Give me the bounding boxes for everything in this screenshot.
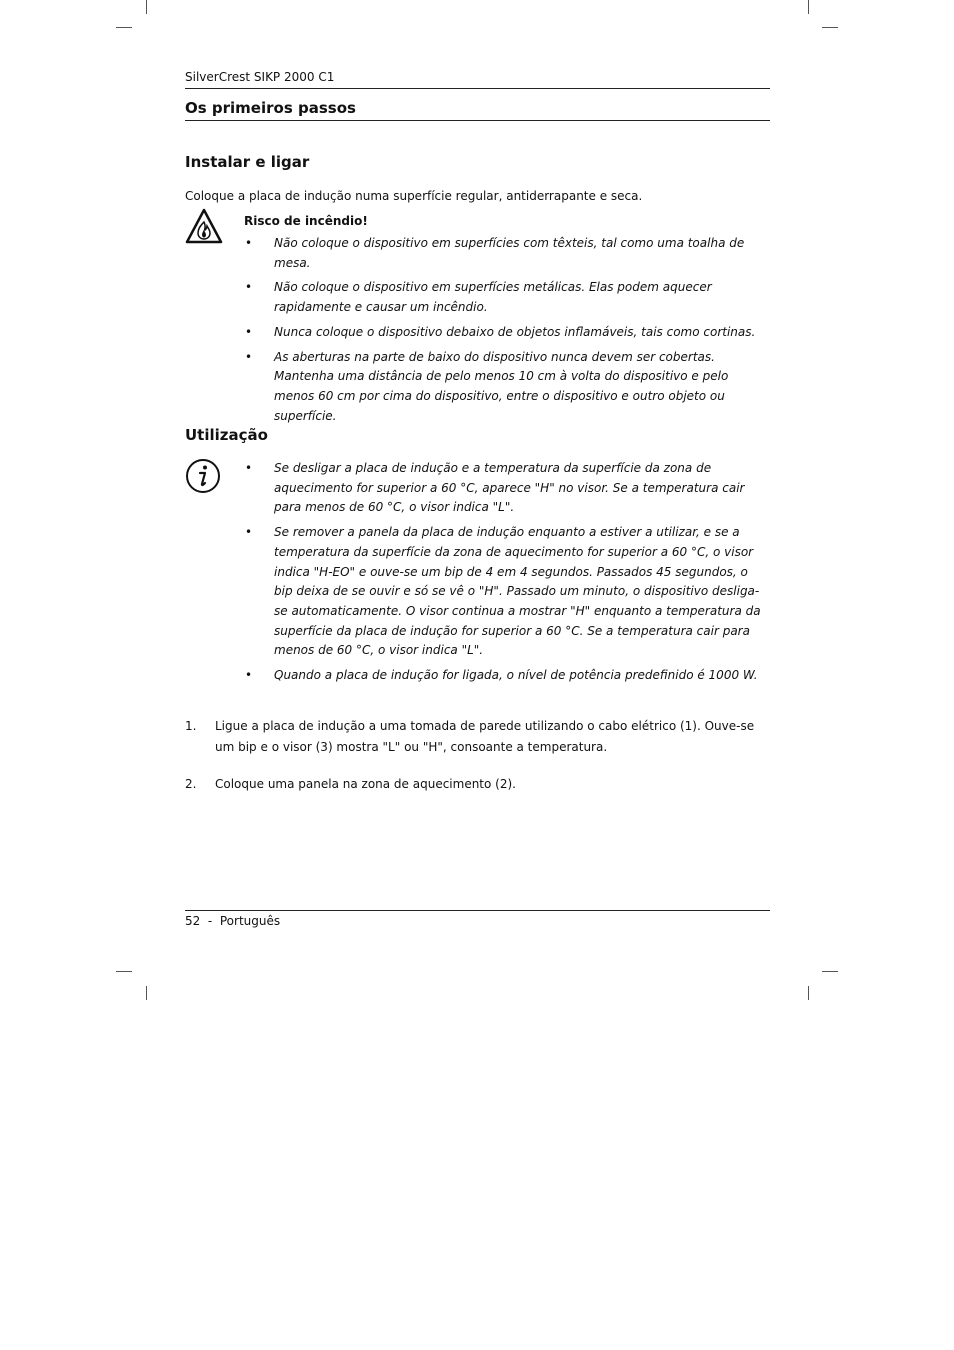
crop-mark [116,971,132,972]
header-rule [185,88,770,89]
install-intro: Coloque a placa de indução numa superfície regular, antiderrapante e seca. [185,189,643,203]
crop-mark [146,0,147,14]
fire-warning-icon [185,208,223,244]
section-rule [185,120,770,121]
heading-usage: Utilização [185,426,268,444]
warning-item: • Não coloque o dispositivo em superfícies com têxteis, tal como uma toalha de mesa. [244,234,764,273]
warning-item: • As aberturas na parte de baixo do dispositivo nunca devem ser cobertas. Mantenha uma distância de pelo menos 10 cm à volta do dispositivo e pelo menos 60 cm por cima do dispositivo, entre o dispositivo e outro objeto ou superfície. [244,348,764,427]
crop-mark [822,27,838,28]
info-item: • Quando a placa de indução for ligada, o nível de potência predefinido é 1000 W. [244,666,764,686]
warning-item: • Não coloque o dispositivo em superfícies metálicas. Elas podem aquecer rapidamente e causar um incêndio. [244,278,764,317]
step-text: Coloque uma panela na zona de aquecimento (2). [215,777,516,791]
crop-mark [116,27,132,28]
steps-list [185,716,770,811]
step-item [185,774,770,795]
running-header: SilverCrest SIKP 2000 C1 [185,70,335,84]
section-title: Os primeiros passos [185,99,356,117]
crop-mark [822,971,838,972]
step-text: Ligue a placa de indução a uma tomada de parede utilizando o cabo elétrico (1). Ouve-se um bip e o visor (3) mostra "L" ou "H", consoante a temperatura. [215,719,755,754]
heading-install: Instalar e ligar [185,153,310,171]
info-block [244,459,764,691]
warning-title: Risco de incêndio! [244,214,368,228]
crop-mark [146,986,147,1000]
step-item [185,716,770,758]
crop-mark [808,986,809,1000]
warning-item: • Nunca coloque o dispositivo debaixo de objetos inflamáveis, tais como cortinas. [244,323,764,343]
step-number: 2. [185,777,197,791]
step-number: 1. [185,719,197,733]
footer-rule [185,910,770,911]
page-footer: 52 - Português [185,914,281,928]
info-item: • Se remover a panela da placa de indução enquanto a estiver a utilizar, e se a temperatura da superfície da zona de aquecimento for superior a 60 °C, o visor indica "H-EO" e ouve-se um bip de 4 em 4 segundos. Passados 45 segundos, o bip deixa de se ouvir e só se vê o "H". Passado um minuto, o dispositivo desliga-se automaticamente. O visor continua a mostrar "H" enquanto a temperatura da superfície da placa de indução for superior a 60 °C. Se a temperatura cair para menos de 60 °C, o visor indica "L". [244,523,764,661]
info-icon [185,458,223,494]
info-item: • Se desligar a placa de indução e a temperatura da superfície da zona de aquecimento for superior a 60 °C, aparece "H" no visor. Se a temperatura cair para menos de 60 °C, o visor indica "L". [244,459,764,518]
fire-warning-block [244,212,764,431]
crop-mark [808,0,809,14]
